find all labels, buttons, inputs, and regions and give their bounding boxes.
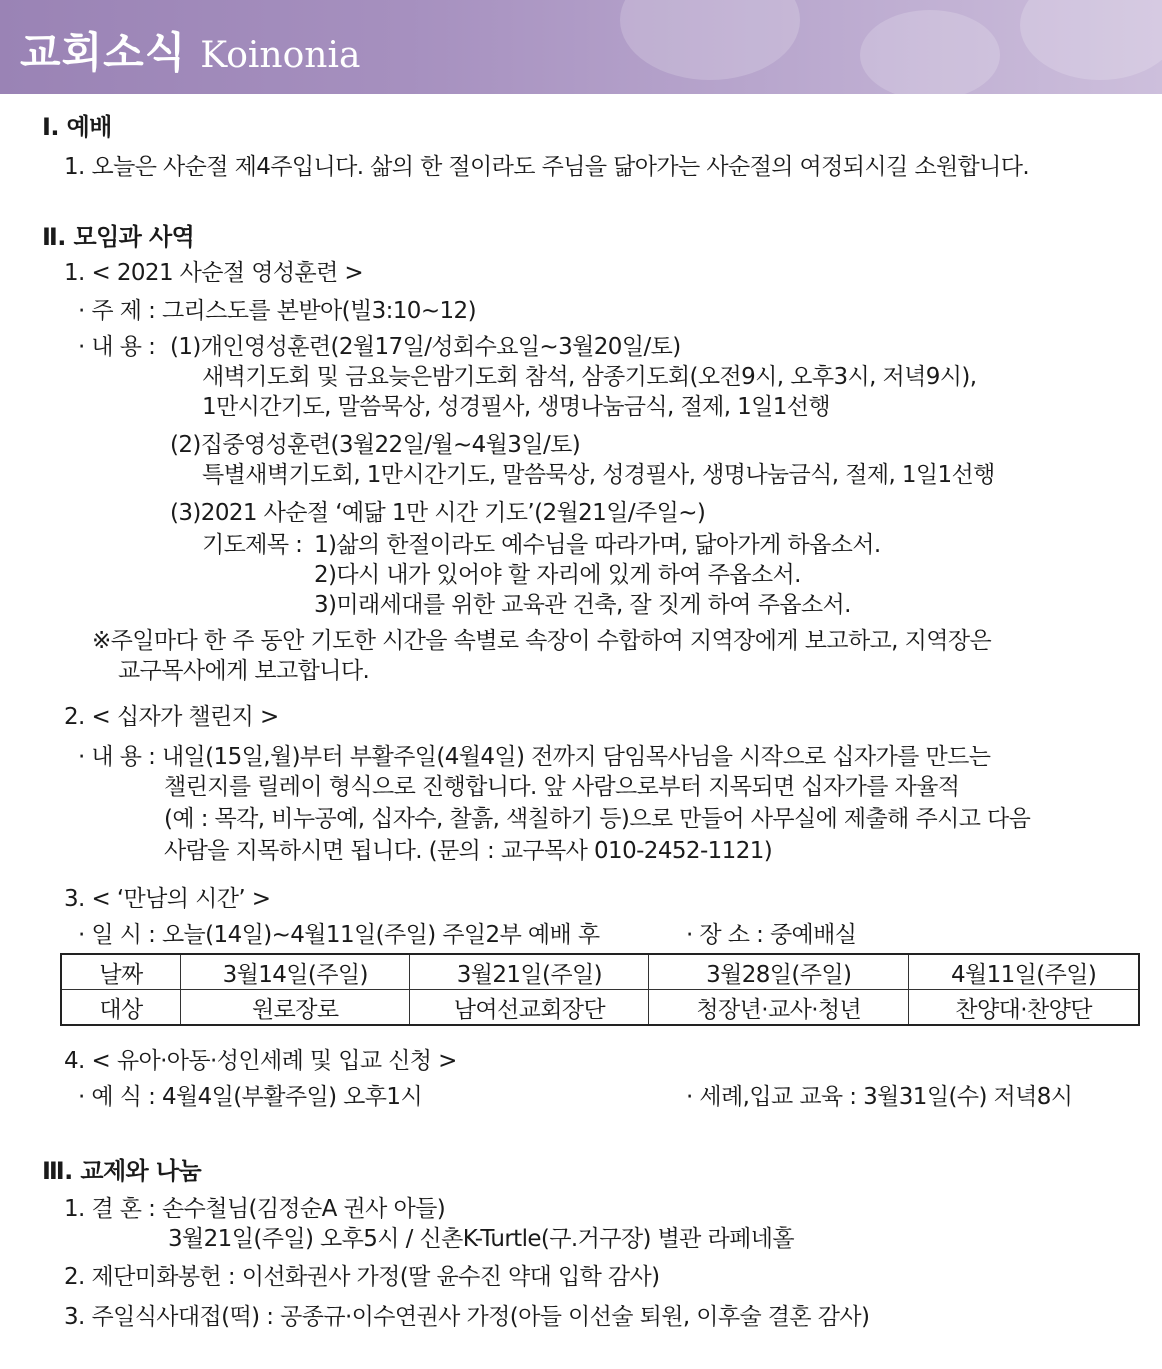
prayer-topic-2: 2)다시 내가 있어야 할 자리에 있게 하여 주옵소서. xyxy=(314,562,801,588)
item1-part1: (1)개인영성훈련(2월17일/성회수요일~3월20일/토) xyxy=(170,334,681,360)
item2-line1: · 내 용 : 내일(15일,월)부터 부활주일(4월4일) 전까지 담임목사님을 시작으로 십자가를 만드는 xyxy=(78,744,991,770)
table-cell-date: 3월21일(주일) xyxy=(410,954,649,990)
meeting-schedule-table xyxy=(60,953,1140,1026)
worship-item-1: 1. 오늘은 사순절 제4주입니다. 삶의 한 절이라도 주님을 닮아가는 사순절의 여정되시길 소원합니다. xyxy=(64,154,1030,180)
table-header-date: 날짜 xyxy=(61,954,181,990)
section-fellowship-title: Ⅲ. 교제와 나눔 xyxy=(42,1157,202,1185)
prayer-label: 기도제목 : xyxy=(202,532,303,558)
item4-education: · 세례,입교 교육 : 3월31일(수) 저녁8시 xyxy=(686,1084,1073,1110)
item1-part1-line3: 1만시간기도, 말씀묵상, 성경필사, 생명나눔금식, 절제, 1일1선행 xyxy=(202,394,831,420)
table-cell-target: 원로장로 xyxy=(181,990,410,1026)
table-row xyxy=(61,990,1139,1026)
altar-flowers: 2. 제단미화봉헌 : 이선화권사 가정(딸 윤수진 약대 입학 감사) xyxy=(64,1264,660,1290)
prayer-topic-1: 1)삶의 한절이라도 예수님을 따라가며, 닮아가게 하옵소서. xyxy=(314,532,881,558)
wedding-line1: 1. 결 혼 : 손수철님(김정순A 권사 아들) xyxy=(64,1196,446,1222)
item3-where: · 장 소 : 중예배실 xyxy=(686,922,857,948)
title-english: Koinonia xyxy=(200,35,361,76)
table-cell-target: 남여선교회장단 xyxy=(410,990,649,1026)
wedding-line2: 3월21일(주일) 오후5시 / 신촌K-Turtle(구.거구장) 별관 라페네홀 xyxy=(168,1226,794,1252)
item1-part2-line2: 특별새벽기도회, 1만시간기도, 말씀묵상, 성경필사, 생명나눔금식, 절제, 1일1선행 xyxy=(202,462,995,488)
item2-line3: (예 : 목각, 비누공예, 십자수, 찰흙, 색칠하기 등)으로 만들어 사무실에 제출해 주시고 다음 xyxy=(164,806,1031,832)
item1-theme: · 주 제 : 그리스도를 본받아(빌3:10~12) xyxy=(78,298,476,324)
item1-title: 1. < 2021 사순절 영성훈련 > xyxy=(64,260,364,286)
item1-note-line1: ※주일마다 한 주 동안 기도한 시간을 속별로 속장이 수합하여 지역장에게 보고하고, 지역장은 xyxy=(92,628,992,654)
sunday-meal: 3. 주일식사대접(떡) : 공종규·이수연권사 가정(아들 이선술 퇴원, 이후술 결혼 감사) xyxy=(64,1304,870,1330)
table-cell-target: 청장년·교사·청년 xyxy=(649,990,909,1026)
prayer-topic-3: 3)미래세대를 위한 교육관 건축, 잘 짓게 하여 주옵소서. xyxy=(314,592,851,618)
item1-content-label: · 내 용 : xyxy=(78,334,156,360)
item2-title: 2. < 십자가 챌린지 > xyxy=(64,704,279,730)
table-cell-date: 3월28일(주일) xyxy=(649,954,909,990)
item1-part3: (3)2021 사순절 ‘예닮 1만 시간 기도’(2월21일/주일~) xyxy=(170,500,706,526)
section-gatherings-title: Ⅱ. 모임과 사역 xyxy=(42,223,195,251)
section-worship-title: Ⅰ. 예배 xyxy=(42,113,112,141)
item1-note-line2: 교구목사에게 보고합니다. xyxy=(118,658,370,684)
item2-line4: 사람을 지목하시면 됩니다. (문의 : 교구목사 010-2452-1121) xyxy=(164,838,773,864)
item3-when: · 일 시 : 오늘(14일)~4월11일(주일) 주일2부 예배 후 xyxy=(78,922,600,948)
page-title xyxy=(20,20,360,80)
title-korean: 교회소식 xyxy=(20,28,187,77)
table-cell-date: 3월14일(주일) xyxy=(181,954,410,990)
item3-title: 3. < ‘만남의 시간’ > xyxy=(64,886,271,912)
item1-part1-line2: 새벽기도회 및 금요늦은밤기도회 참석, 삼종기도회(오전9시, 오후3시, 저녁9시), xyxy=(202,364,977,390)
item2-line2: 챌린지를 릴레이 형식으로 진행합니다. 앞 사람으로부터 지목되면 십자가를 자율적 xyxy=(164,774,960,800)
header-banner xyxy=(0,0,1162,94)
table-header-target: 대상 xyxy=(61,990,181,1026)
table-cell-date: 4월11일(주일) xyxy=(909,954,1139,990)
table-row xyxy=(61,954,1139,990)
table-cell-target: 찬양대·찬양단 xyxy=(909,990,1139,1026)
item4-ceremony: · 예 식 : 4월4일(부활주일) 오후1시 xyxy=(78,1084,423,1110)
item1-part2: (2)집중영성훈련(3월22일/월~4월3일/토) xyxy=(170,432,581,458)
item4-title: 4. < 유아·아동·성인세례 및 입교 신청 > xyxy=(64,1048,457,1074)
